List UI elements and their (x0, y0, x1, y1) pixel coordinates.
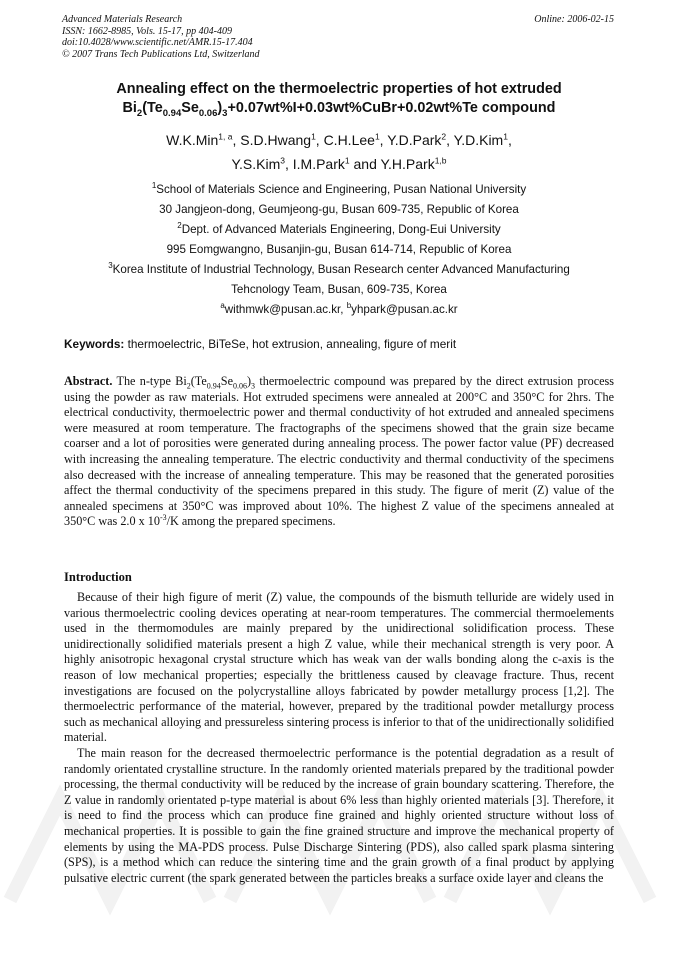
intro-paragraph-2: The main reason for the decreased thermoelectric performance is the potential degradation as a result of randomly orientated crystalline structure. In the randomly oriented materials prepared by the traditional powder processing, the thermal conductivity will be reduced by the increase of grain boundary scattering. Therefore, the Z value in randomly orientated p-type material is about 6% less than highly oriented materials [3]. Therefore, it is need to find the process which can produce fine grained and highly oriented structure without loss of mechanical properties. It is possible to gain the fine grained structure and improve the mechanical property of elements by using the MA-PDS process. Pulse Discharge Sintering (PDS), also called spark plasma sintering (SPS), is a method which can reduce the sintering time and the grain growth of a final product by applying pulsative electric current (the spark generated between the particles breaks a surface oxide layer and cleans the (64, 745, 614, 885)
title-line-1: Annealing effect on the thermoelectric properties of hot extruded (116, 81, 562, 97)
online-date: Online: 2006-02-15 (534, 14, 614, 25)
abstract-label: Abstract. (64, 374, 113, 388)
journal-header (62, 14, 260, 60)
affiliations (40, 180, 638, 320)
abstract: Abstract. The n-type $Bi_2(Te_{0.94}Se_{0.06})_3$ thermoelectric compound was prepared by the direct extrusion process using the powder as raw materials. Hot extruded specimens were annealed at 200°C and 350°C for 2hrs. The electrical conductivity, thermoelectric power and thermal conductivity of hot extruded and annealed specimens were measured at room temperature. The fractographs of the specimens showed that the grain size became coarser and a lot of porosities were generated during annealing process. The power factor value (PF) decreased with increasing the annealing temperature. The electric conductivity and thermal conductivity of the specimens also decreased with the increase of annealing temperature. This may be reasoned that the generated porosities affect the thermal conductivity of the specimens prepared in this study. The figure of merit (Z) value of the annealed specimens at 350°C was improved about 10%. The highest Z value of the specimens annealed at 350°C was 2.0 x $10^{-3}/K$ among the prepared specimens. (64, 374, 614, 529)
affiliation-1-address: 30 Jangjeon-dong, Geumjeong-gu, Busan 609-735, Republic of Korea (159, 203, 519, 216)
affiliation-3: $^3$Korea Institute of Industrial Technology, Busan Research center Advanced Manufacturing (108, 261, 570, 276)
email-line: $^a$withmwk@pusan.ac.kr, $^b$yhpark@pusan.ac.kr (220, 301, 458, 316)
author-list (40, 128, 638, 176)
keywords-label: Keywords: (64, 337, 125, 351)
keywords (64, 337, 616, 351)
intro-paragraph-1: Because of their high figure of merit (Z) value, the compounds of the bismuth telluride are widely used in various thermoelectric cooling devices operating at near-room temperatures. The commercial thermoelements used in the thermomodules are mainly prepared by the unidirectional solidification process. These unidirectionally solidified materials present a high Z value, while their mechanical strength is very poor. A highly anisotropic hexagonal crystal structure which has weak van der walls bonding along the c-axis is the reason of low mechanical properties; especially the brittleness caused by cleavage fracture. Thus, recent investigations are focused on the polycrystalline alloys fabricated by powder metallurgy process [1,2]. The thermoelectric performance of the material, however, prepared by the traditional powder metallurgy process such as mechanical alloying and pressureless sintering process is inferior to that of the unidirectionally solidified material. (64, 590, 614, 745)
affiliation-3-line-2: Tehcnology Team, Busan, 609-735, Korea (231, 283, 447, 296)
issn-line: ISSN: 1662-8985, Vols. 15-17, pp 404-409 (62, 25, 232, 37)
journal-name: Advanced Materials Research (62, 14, 183, 25)
copyright-line: © 2007 Trans Tech Publications Ltd, Switzerland (62, 48, 260, 60)
affiliation-2: $^2$Dept. of Advanced Materials Engineering, Dong-Eui University (177, 221, 501, 236)
author-line-1: W.K.Min$^{1, a}$, S.D.Hwang$^1$, C.H.Lee$^1$, Y.D.Park$^2$, Y.D.Kim$^1$, (166, 131, 512, 148)
introduction-heading: Introduction (64, 570, 132, 584)
author-line-2: Y.S.Kim$^3$, I.M.Park$^1$ and Y.H.Park$^{1,b}$ (231, 155, 447, 172)
title-line-2: $Bi_2(Te_{0.94}Se_{0.06})_3+0.07wt\%I+0.03wt\%CuBr+0.02wt\%Te$ compound (122, 100, 556, 119)
paper-title (40, 80, 638, 118)
affiliation-1: $^1$School of Materials Science and Engineering, Pusan National University (151, 181, 527, 196)
keywords-text: thermoelectric, BiTeSe, hot extrusion, annealing, figure of merit (124, 337, 457, 351)
introduction-body (64, 590, 614, 886)
affiliation-2-address: 995 Eomgwangno, Busanjin-gu, Busan 614-714, Republic of Korea (166, 243, 512, 256)
doi-line: doi:10.4028/www.scientific.net/AMR.15-17.404 (62, 37, 253, 49)
